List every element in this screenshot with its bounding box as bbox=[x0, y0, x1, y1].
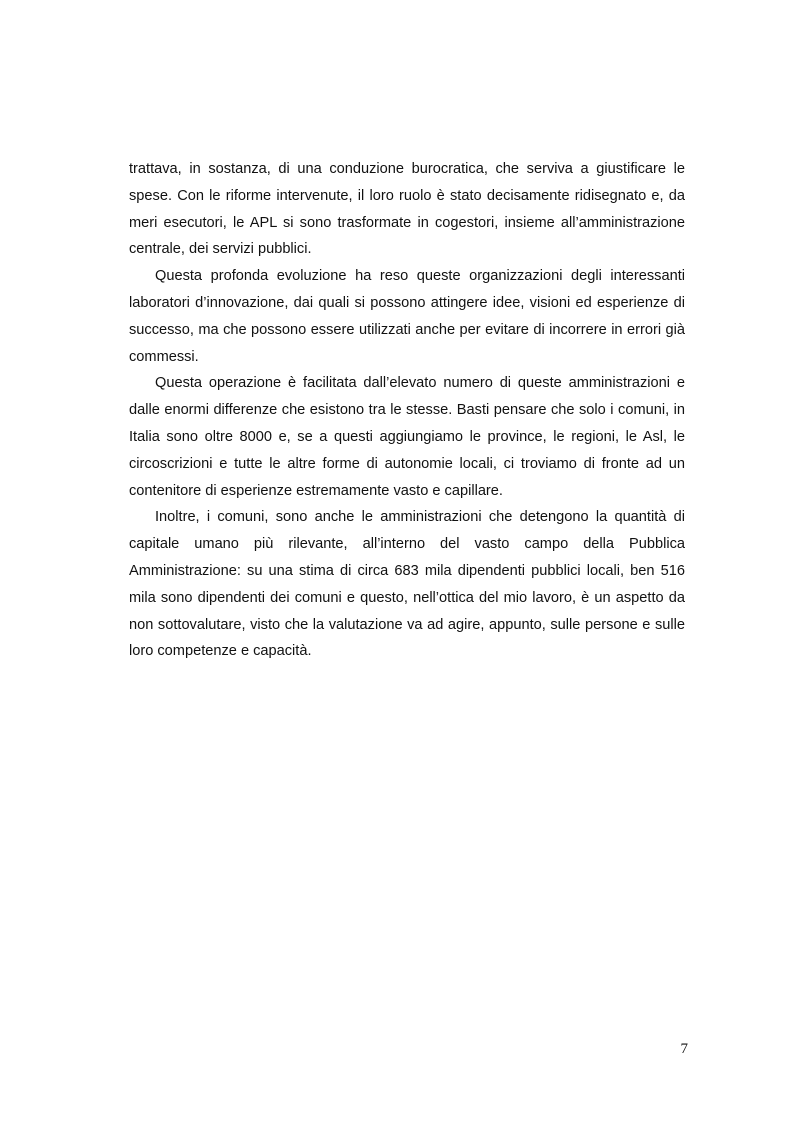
paragraph-3: Questa operazione è facilitata dall’elevato numero di queste amministrazioni e dalle enormi differenze che esistono tra le stesse. Basti pensare che solo i comuni, in Italia sono oltre 8000 e, se a questi aggiungiamo le province, le regioni, le Asl, le circoscrizioni e tutte le altre forme di autonomie locali, ci troviamo di fronte ad un contenitore di esperienze estremamente vasto e capillare. bbox=[129, 375, 685, 499]
paragraph-4: Inoltre, i comuni, sono anche le amministrazioni che detengono la quantità di capitale umano più rilevante, all’interno del vasto campo della Pubblica Amministrazione: su una stima di circa 683 mila dipendenti pubblici locali, ben 516 mila sono dipendenti dei comuni e questo, nell’ottica del mio lavoro, è un aspetto da non sottovalutare, visto che la valutazione va ad agire, appunto, sulle persone e sulle loro competenze e capacità. bbox=[129, 509, 685, 660]
page-number: 7 bbox=[680, 1041, 688, 1057]
paragraph-2: Questa profonda evoluzione ha reso queste organizzazioni degli interessanti laboratori d’innovazione, dai quali si possono attingere idee, visioni ed esperienze di successo, ma che possono essere utilizzati anche per evitare di incorrere in errori già commessi. bbox=[129, 268, 685, 365]
body-text bbox=[129, 156, 685, 665]
paragraph-1: trattava, in sostanza, di una conduzione burocratica, che serviva a giustificare le spese. Con le riforme intervenute, il loro ruolo è stato decisamente ridisegnato e, da meri esecutori, le APL si sono trasformate in cogestori, insieme all’amministrazione centrale, dei servizi pubblici. bbox=[129, 161, 685, 258]
